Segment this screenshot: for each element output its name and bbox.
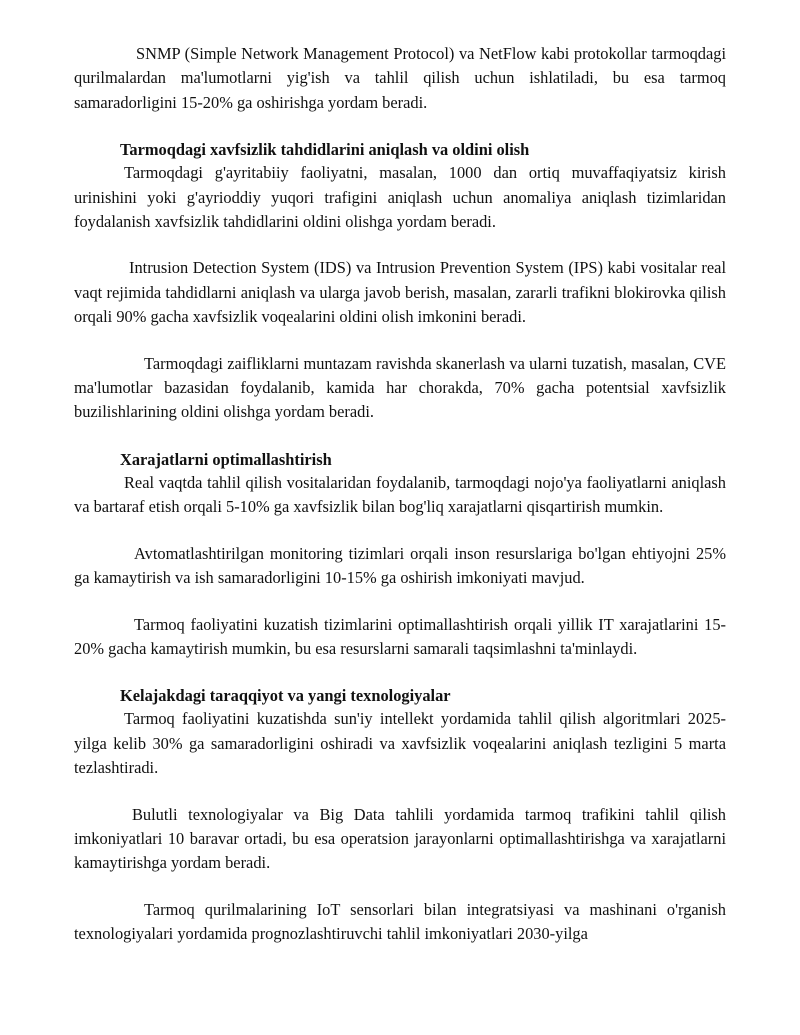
paragraph-ids-ips: Intrusion Detection System (IDS) va Intrusion Prevention System (IPS) kabi vositalar real vaqt rejimida tahdidlarni aniqlash va ularga javob berish, masalan, zararli trafikni blokirovka qilish orqali 90% gacha xavfsizlik voqealarini oldini olish imkonini beradi.	[74, 258, 726, 327]
paragraph-cloud-big-data: Bulutli texnologiyalar va Big Data tahlili yordamida tarmoq trafikini tahlil qilish imkoniyatlari 10 baravar ortadi, bu esa operatsion jarayonlarni optimallashtirishga va xarajatlarni kamaytirishga yordam beradi.	[74, 804, 726, 873]
paragraph-iot-machine-learning: Tarmoq qurilmalarining IoT sensorlari bilan integratsiyasi va mashinani o'rganish texnologiyalari yordamida prognozlashtiruvchi tahlil imkoniyatlari 2030-yilga	[74, 899, 726, 944]
paragraph-vulnerability-scanning: Tarmoqdagi zaifliklarni muntazam ravishda skanerlash va ularni tuzatish, masalan, CVE ma'lumotlar bazasidan foydalanib, kamida har chorakda, 70% gacha potentsial xavfsizlik buzilishlarining oldini olishga yordam beradi.	[74, 353, 726, 422]
paragraph-automated-monitoring: Avtomatlashtirilgan monitoring tizimlari orqali inson resurslariga bo'lgan ehtiyojni 25% ga kamaytirish va ish samaradorligini 10-15% ga oshirish imkoniyati mavjud.	[74, 543, 726, 588]
section-heading-security-threats: Tarmoqdagi xavfsizlik tahdidlarini aniqlash va oldini olish	[120, 140, 530, 160]
section-heading-cost-optimization: Xarajatlarni optimallashtirish	[120, 449, 332, 469]
paragraph-it-cost-reduction: Tarmoq faoliyatini kuzatish tizimlarini optimallashtirish orqali yillik IT xarajatlarini 15-20% gacha kamaytirish mumkin, bu esa resurslarni samarali taqsimlashni ta'minlaydi.	[74, 614, 726, 658]
paragraph-anomaly-detection: Tarmoqdagi g'ayritabiiy faoliyatni, masalan, 1000 dan ortiq muvaffaqiyatsiz kirish urinishini yoki g'ayrioddiy yuqori trafigini aniqlash uchun anomaliya aniqlash tizimlaridan foydalanish xavfsizlik tahdidlarini oldini olishga yordam beradi.	[74, 163, 726, 232]
paragraph-realtime-analysis: Real vaqtda tahlil qilish vositalaridan foydalanib, tarmoqdagi nojo'ya faoliyatlarni aniqlash va bartaraf etish orqali 5-10% ga xavfsizlik bilan bog'liq xarajatlarni qisqartirish mumkin.	[74, 472, 726, 517]
paragraph-snmp-netflow: SNMP (Simple Network Management Protocol) va NetFlow kabi protokollar tarmoqdagi qurilmalardan ma'lumotlarni yig'ish va tahlil qilish uchun ishlatiladi, bu esa tarmoq samaradorligini 15-20% ga oshirishga yordam beradi.	[74, 44, 726, 112]
section-heading-future-technologies: Kelajakdagi taraqqiyot va yangi texnologiyalar	[120, 686, 451, 706]
paragraph-ai-analysis: Tarmoq faoliyatini kuzatishda sun'iy intellekt yordamida tahlil qilish algoritmlari 2025-yilga kelib 30% ga samaradorligini oshiradi va xavfsizlik voqealarini aniqlash tezligini 5 marta tezlashtiradi.	[74, 709, 726, 778]
